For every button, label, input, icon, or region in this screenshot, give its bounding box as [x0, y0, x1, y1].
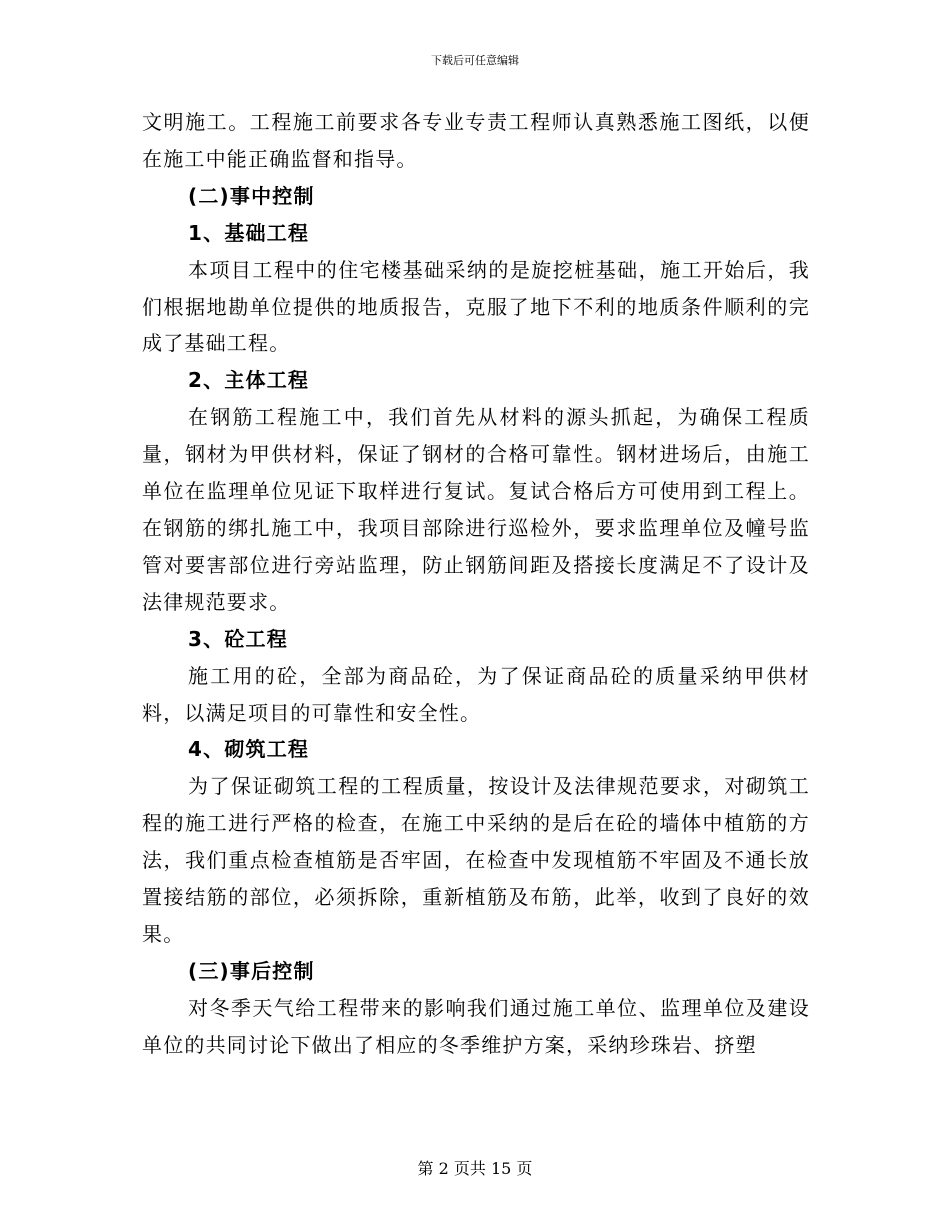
paragraph-rebar: 在钢筋工程施工中，我们首先从材料的源头抓起，为确保工程质量，钢材为甲供材料，保证了钢材的合格可靠性。钢材进场后，由施工单位在监理单位见证下取样进行复试。复试合格后方可使用到工程上。在钢筋的绑扎施工中，我项目部除进行巡检外，要求监理单位及幢号监管对要害部位进行旁站监理，防止钢筋间距及搭接长度满足不了设计及法律规范要求。 [142, 405, 810, 614]
section-heading-in-process-control: (二)事中控制 [188, 183, 315, 208]
paragraph-concrete: 施工用的砼，全部为商品砼，为了保证商品砼的质量采纳甲供材料，以满足项目的可靠性和安全性。 [142, 663, 810, 725]
page-header-note: 下载后可任意编辑 [431, 54, 519, 67]
page-footer-number: 第 2 页共 15 页 [417, 1159, 533, 1178]
subheading-concrete-works: 3、砼工程 [188, 626, 288, 651]
subheading-foundation-works: 1、基础工程 [188, 220, 310, 245]
paragraph-masonry: 为了保证砌筑工程的工程质量，按设计及法律规范要求，对砌筑工程的施工进行严格的检查，在施工中采纳的是后在砼的墙体中植筋的方法，我们重点检查植筋是否牢固，在检查中发现植筋不牢固及不通长放置接结筋的部位，必须拆除，重新植筋及布筋，此举，收到了良好的效果。 [142, 774, 810, 946]
document-body [142, 104, 810, 1064]
subheading-main-structure: 2、主体工程 [188, 368, 310, 393]
section-heading-post-control: (三)事后控制 [188, 958, 315, 983]
paragraph-winter-protection: 对冬季天气给工程带来的影响我们通过施工单位、监理单位及建设单位的共同讨论下做出了相应的冬季维护方案，采纳珍珠岩、挤塑 [142, 995, 810, 1057]
paragraph-foundation: 本项目工程中的住宅楼基础采纳的是旋挖桩基础，施工开始后，我们根据地勘单位提供的地质报告，克服了地下不利的地质条件顺利的完成了基础工程。 [142, 257, 810, 356]
paragraph-civilized-construction: 文明施工。工程施工前要求各专业专责工程师认真熟悉施工图纸，以便在施工中能正确监督和指导。 [142, 110, 810, 171]
subheading-masonry-works: 4、砌筑工程 [188, 737, 310, 762]
